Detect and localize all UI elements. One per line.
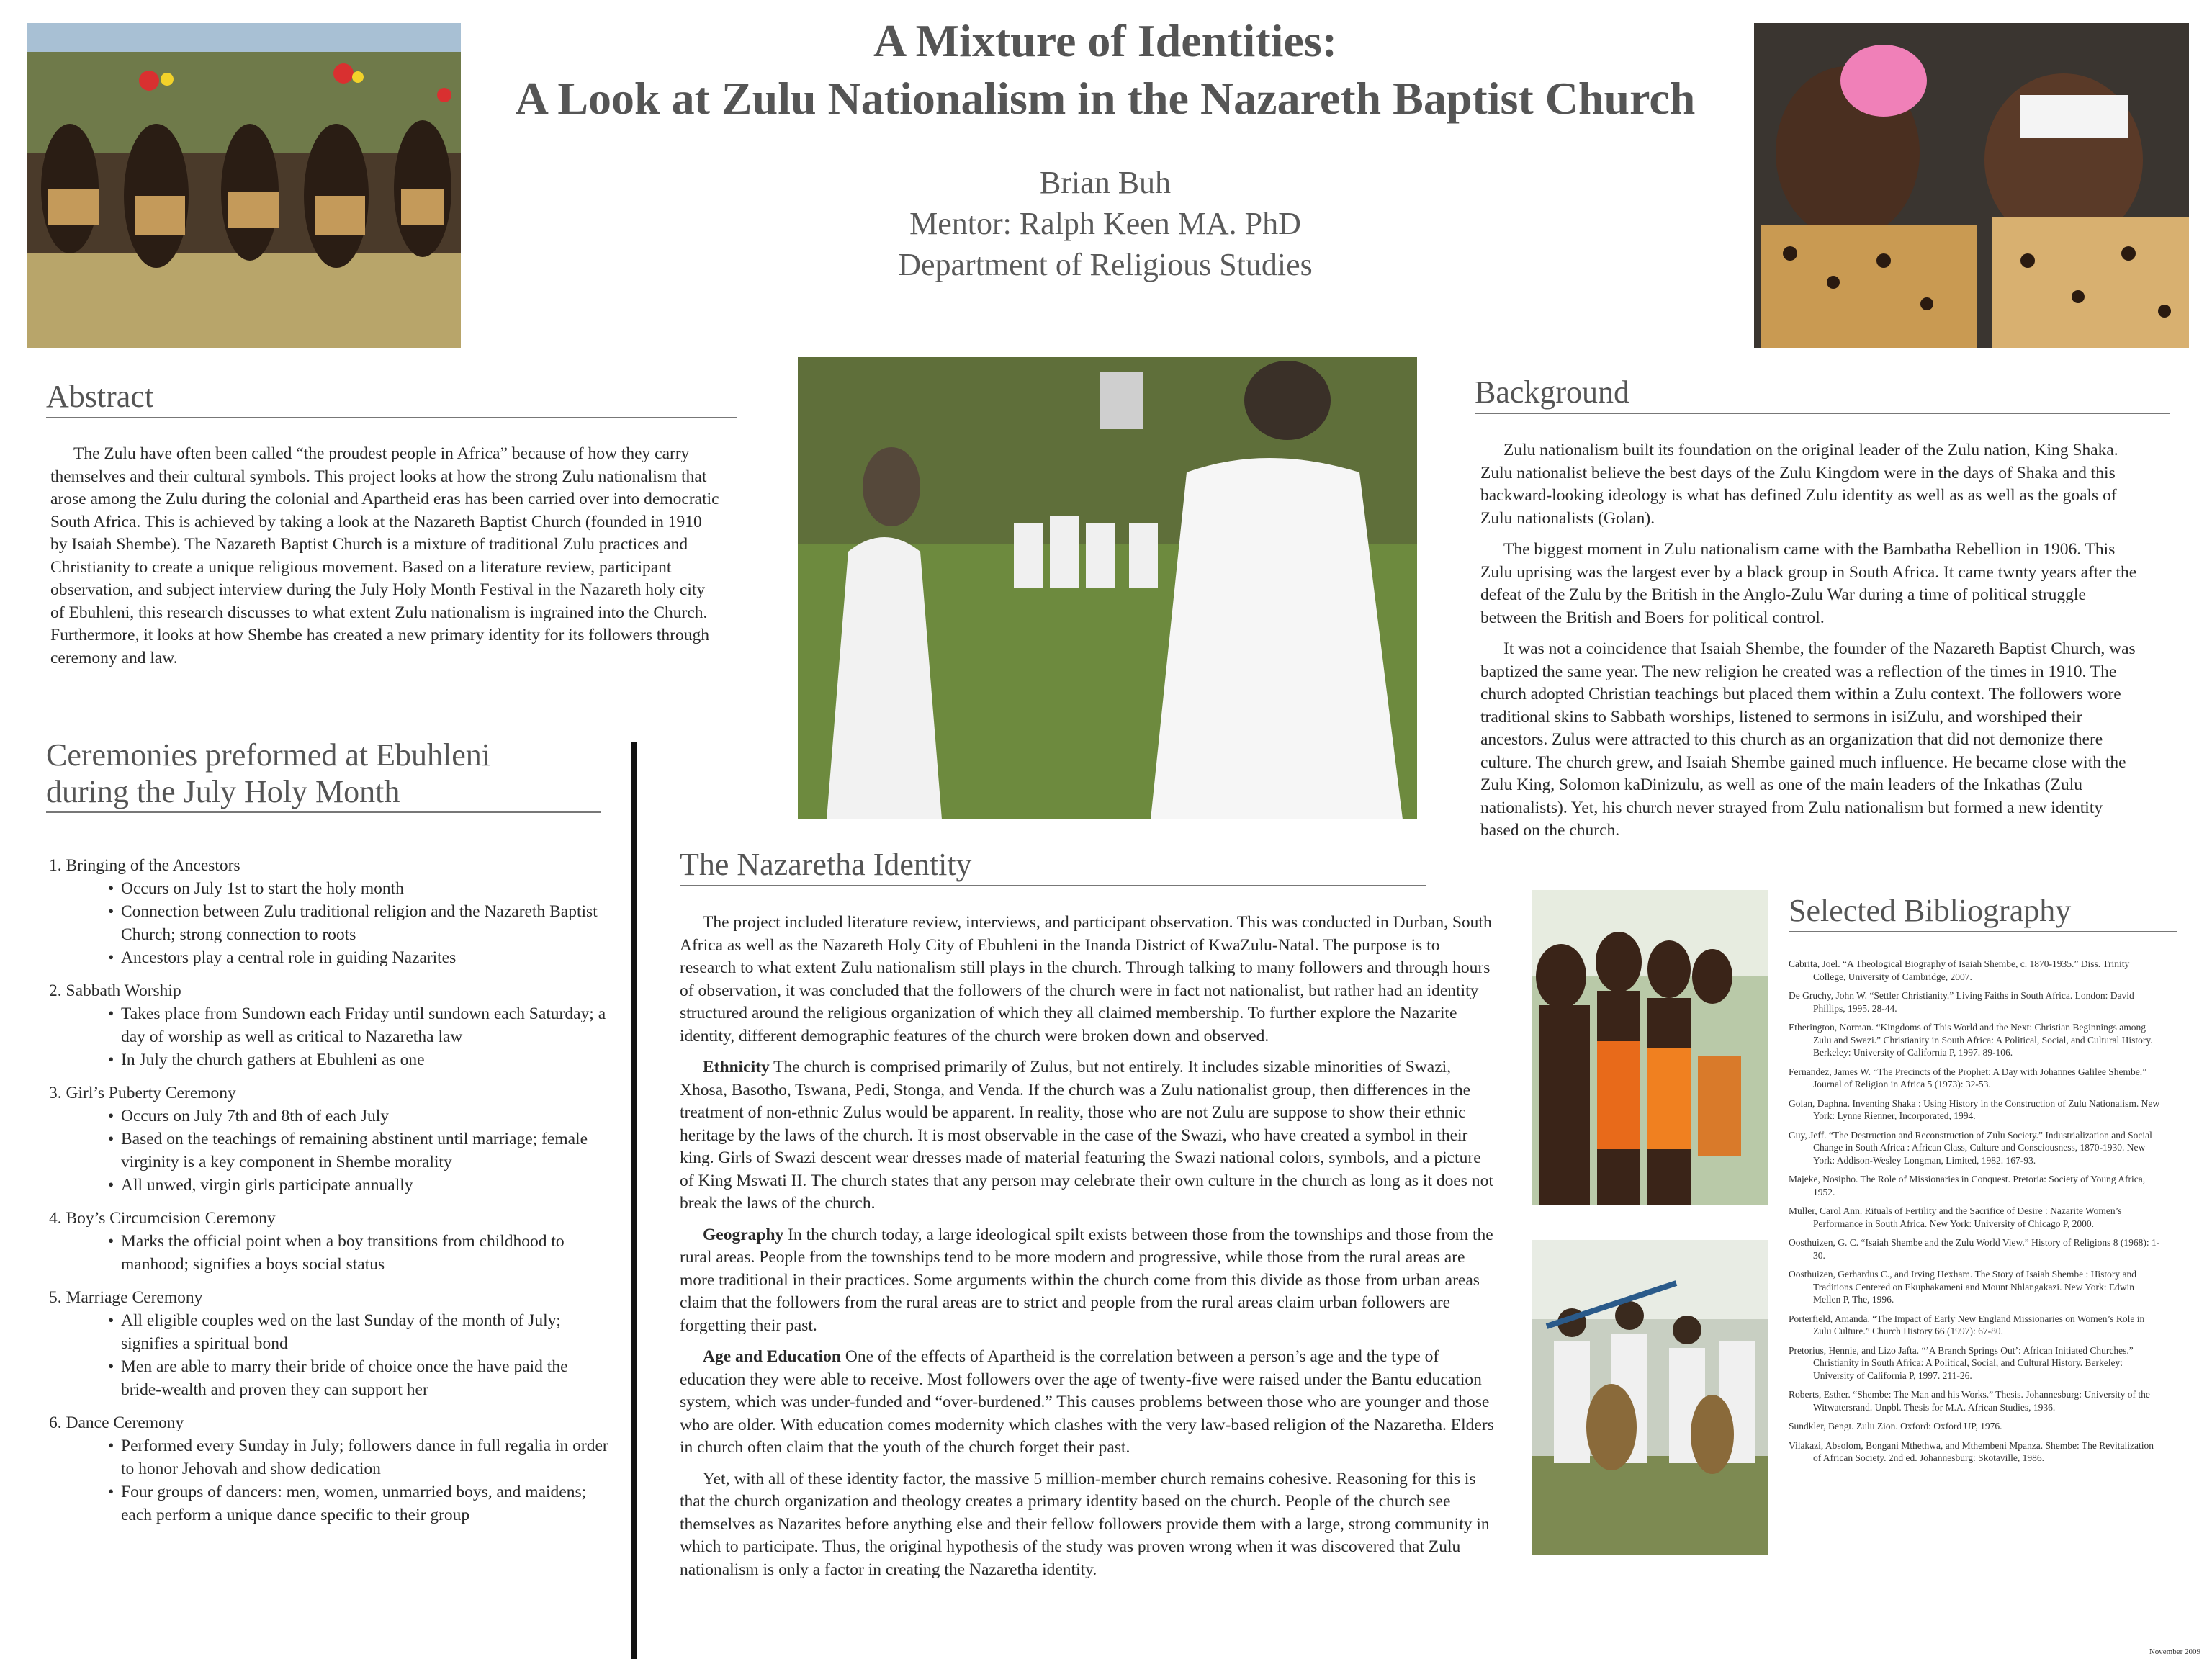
nazaretha-age-education xyxy=(680,1346,1498,1460)
bibliography-entry: Sundkler, Bengt. Zulu Zion. Oxford: Oxford UP, 1976. xyxy=(1789,1421,2002,1431)
ceremony-item xyxy=(49,979,611,1071)
ceremony-bullet: • Four groups of dancers: men, women, unmarried boys, and maidens; each perform a unique dance specific to their group xyxy=(108,1480,611,1527)
ceremony-title: 3. Girl’s Puberty Ceremony xyxy=(49,1084,236,1102)
ethnicity-text: The church is comprised primarily of Zulus, but not entirely. It includes sizable minorities of Swazi, Xhosa, Basotho, Tswana, Pedi, Stonga, and Venda. If the church was a Zulu nationalist group, then differences in the treatment of non-ethnic Zulus would be apparent. In reality, those who are not Zulu are suppose to show their ethnic heritage by the laws of the church. It is most observable in the case of the Swazi, who have created a symbol in their king. Girls of Swazi descent wear dresses made of material featuring the Swazi national colors, symbols, and a picture of King Mswati II. The church states that any person may celebrate their own culture in the church as long as it does not break the laws of the church. xyxy=(680,1058,1493,1213)
photo-men-with-shields xyxy=(1532,1240,1768,1555)
ceremony-item xyxy=(49,1286,611,1401)
ceremony-title: 6. Dance Ceremony xyxy=(49,1413,184,1432)
bibliography-entry: Guy, Jeff. “The Destruction and Reconstruction of Zulu Society.” Industrialization and Social Change in South Africa : African Class, Culture and Consciousness, 1870-1930. New York: Addison-Wesley Longman, Limited, 1982. 167-93. xyxy=(1789,1129,2152,1166)
department-name: Department of Religious Studies xyxy=(898,247,1313,282)
bibliography-entry: Roberts, Esther. “Shembe: The Man and his Works.” Thesis. Johannesburg: University of the Witwatersrand. Unpbl. Thesis for M.A. African Studies, 1936. xyxy=(1789,1389,2150,1413)
nazaretha-conclusion: Yet, with all of these identity factor, the massive 5 million-member church remains cohesive. Reasoning for this is that the church organization and theology creates a primary identity based on the church. People of the church see themselves as Nazarites before anything else and their fellow followers provide them with a large, strong community in which to participate. Thus, the original hypothesis of the study was proven wrong when it was discovered that Zulu nationalism is only a factor in creating the Nazaretha identity. xyxy=(680,1469,1490,1579)
bibliography-entry: Pretorius, Hennie, and Lizo Jafta. “’A Branch Springs Out’: African Initiated Churches.” Christianity in South Africa: A Political, Social, and Cultural History. Berkeley: University of California P, 1997. 211-26. xyxy=(1789,1344,2134,1381)
bibliography-entry: Majeke, Nosipho. The Role of Missionaries in Conquest. Pretoria: Society of Young Africa, 1952. xyxy=(1789,1174,2146,1197)
nazaretha-geography xyxy=(680,1224,1498,1338)
ceremony-bullet: • Performed every Sunday in July; followers dance in full regalia in order to honor Jehovah and show dedication xyxy=(108,1434,611,1480)
ceremony-bullet: • Based on the teachings of remaining abstinent until marriage; female virginity is a key component in Shembe morality xyxy=(108,1128,611,1174)
background-body xyxy=(1480,439,2143,851)
ceremony-title: 5. Marriage Ceremony xyxy=(49,1288,203,1307)
bibliography-list xyxy=(1789,958,2162,1471)
bibliography-entry: Fernandez, James W. “The Precincts of the Prophet: A Day with Johannes Galilee Shembe.” Journal of Religion in Africa 5 (1973): 32-53. xyxy=(1789,1066,2147,1089)
ceremony-title: 2. Sabbath Worship xyxy=(49,981,181,1000)
bibliography-entry: Porterfield, Amanda. “The Impact of Early New England Missionaries on Women’s Role in Zulu Culture.” Church History 66 (1997): 67-80. xyxy=(1789,1313,2145,1336)
ceremony-item xyxy=(49,1082,611,1197)
nazaretha-heading: The Nazaretha Identity xyxy=(680,847,1426,886)
ceremony-bullets xyxy=(49,877,611,969)
ceremony-bullet: • In July the church gathers at Ebuhleni as one xyxy=(108,1048,611,1071)
nazaretha-ethnicity xyxy=(680,1056,1498,1215)
bibliography-heading: Selected Bibliography xyxy=(1789,893,2177,932)
poster-title-line2: A Look at Zulu Nationalism in the Nazareth Baptist Church xyxy=(515,73,1696,124)
ceremony-bullet: • All eligible couples wed on the last Sunday of the month of July; signifies a spiritual bond xyxy=(108,1309,611,1355)
ceremony-bullets xyxy=(49,1434,611,1527)
ethnicity-label: Ethnicity xyxy=(703,1058,770,1076)
bibliography-entry: Golan, Daphna. Inventing Shaka : Using History in the Construction of Zulu Nationalism. New York: Lynne Rienner, Incorporated, 1994. xyxy=(1789,1097,2160,1121)
bibliography-entry: Muller, Carol Ann. Rituals of Fertility and the Sacrifice of Desire : Nazarite Women’s Performance in South Africa. New York: University of Chicago P, 2000. xyxy=(1789,1205,2122,1229)
background-paragraph-1: Zulu nationalism built its foundation on the original leader of the Zulu nation, King Shaka. Zulu nationalist believe the best days of the Zulu Kingdom were in the days of Shaka and this backward-looking ideology is what has defined Zulu identity as well as as well as the goals of Zulu nationalists (Golan). xyxy=(1480,441,2118,528)
footer-date: November 2009 xyxy=(2149,1647,2200,1656)
ceremony-bullets xyxy=(49,1105,611,1197)
poster-title-line1: A Mixture of Identities: xyxy=(873,15,1338,66)
ceremony-bullets xyxy=(49,1002,611,1071)
bibliography-entry: Etherington, Norman. “Kingdoms of This World and the Next: Christian Beginnings among Zulu and Swazi.” Christianity in South Africa: A Political, Social, and Cultural History. Berkeley: University of California P, 1997. 89-106. xyxy=(1789,1022,2153,1058)
ceremony-bullet: • All unwed, virgin girls participate annually xyxy=(108,1174,611,1197)
photo-white-robed-worshippers xyxy=(798,357,1417,819)
author-name: Brian Buh xyxy=(1039,165,1172,200)
abstract-heading: Abstract xyxy=(46,379,737,418)
bibliography-entry: Oosthuizen, G. C. “Isaiah Shembe and the Zulu World View.” History of Religions 8 (1968): 1-30. xyxy=(1789,1237,2160,1261)
ceremony-bullet: • Occurs on July 7th and 8th of each July xyxy=(108,1105,611,1128)
photo-maidens-line xyxy=(1532,890,1768,1205)
bibliography-entry: Cabrita, Joel. “A Theological Biography of Isaiah Shembe, c. 1870-1935.” Diss. Trinity College, University of Cambridge, 2007. xyxy=(1789,958,2130,982)
age-education-label: Age and Education xyxy=(703,1347,841,1366)
nazaretha-body xyxy=(680,912,1498,1590)
bibliography-entry: Vilakazi, Absolom, Bongani Mthethwa, and Mthembeni Mpanza. Shembe: The Revitalization of African Society. 2nd ed. Johannesburg: Skotaville, 1986. xyxy=(1789,1439,2154,1463)
abstract-body xyxy=(50,443,720,678)
ceremony-bullets xyxy=(49,1309,611,1401)
ceremony-item xyxy=(49,854,611,969)
ceremonies-list xyxy=(49,854,611,1537)
age-education-text: One of the effects of Apartheid is the correlation between a person’s age and the type of education they were able to receive. Most followers over the age of twenty-five were raised under the Bantu education system, which was under-funded and “over-burdened.” This causes problems between those who are younger and those who are older. With education comes modernity which clashes with the very law-based religion of the Nazaretha. Elders in church often claim that the youth of the church forget their past. xyxy=(680,1347,1494,1457)
photo-dancers-regalia xyxy=(27,23,461,348)
ceremony-bullet: • Connection between Zulu traditional religion and the Nazareth Baptist Church; strong connection to roots xyxy=(108,900,611,946)
background-paragraph-2: The biggest moment in Zulu nationalism came with the Bambatha Rebellion in 1906. This Zulu uprising was the largest ever by a black group in South Africa. It came twnty years after the defeat of the Zulu by the British in the Anglo-Zulu War during a time of political struggle between the British and Boers for political control. xyxy=(1480,540,2137,627)
ceremony-bullet: • Ancestors play a central role in guiding Nazarites xyxy=(108,946,611,969)
bibliography-entry: Oosthuizen, Gerhardus C., and Irving Hexham. The Story of Isaiah Shembe : History and Traditions Centered on Ekuphakameni and Mount Nhlangakazi. New York: Edwin Mellen P, The, 1996. xyxy=(1789,1269,2137,1305)
background-heading: Background xyxy=(1475,374,2170,414)
nazaretha-intro: The project included literature review, interviews, and participant observation. This was conducted in Durban, South Africa as well as the Nazareth Holy City of Ebuhleni in the Inanda District of KwaZulu-Natal. The purpose is to research to what extent Zulu nationalism still plays in the church. Through talking to many followers and through hours of observation, it was concluded that the followers of the church were in fact not nationalist, but rather had an identity structured around the religious organization of which they all claimed membership. To further explore the Nazarite identity, different demographic features of the church were broken down and observed. xyxy=(680,913,1492,1046)
ceremony-item xyxy=(49,1411,611,1527)
ceremonies-heading-line1: Ceremonies preformed at Ebuhleni xyxy=(46,737,491,773)
ceremony-bullet: • Men are able to marry their bride of choice once the have paid the bride-wealth and proven they can support her xyxy=(108,1355,611,1401)
column-divider xyxy=(631,742,637,1659)
geography-label: Geography xyxy=(703,1225,784,1244)
ceremony-item xyxy=(49,1207,611,1276)
background-paragraph-3: It was not a coincidence that Isaiah Shembe, the founder of the Nazareth Baptist Church, was baptized the same year. The new religion he created was a reflection of the times in 1910. The church adopted Christian teachings but placed them within a Zulu context. The followers wore traditional skins to Sabbath worships, listened to sermons in isiZulu, and worshiped their ancestors. Zulus were attracted to this church as an organization that did not demonize there culture. The church grew, and Isaiah Shembe gained much influence. He became close with the Zulu King, Solomon kaDinizulu, as well as one of the main leaders of the Inkathas (Zulu nationalists). Yet, his church never strayed from Zulu nationalism but formed a new identity based on the church. xyxy=(1480,639,2136,840)
abstract-paragraph: The Zulu have often been called “the proudest people in Africa” because of how they carry themselves and their cultural symbols. This project looks at how the strong Zulu nationalism that arose among the Zulu during the colonial and Apartheid eras has been carried over into democratic South Africa. This is achieved by taking a look at the Nazareth Baptist Church (founded in 1910 by Isaiah Shembe). The Nazareth Baptist Church is a mixture of traditional Zulu practices and Christianity to create a unique religious movement. Based on a literature review, participant observation, and subject interview during the July Holy Month Festival in the Nazareth holy city of Ebuhleni, this research discusses to what extent Zulu nationalism is ingrained into the Church. Furthermore, it looks at how Shembe has created a new primary identity for its followers through ceremony and law. xyxy=(50,444,719,667)
ceremony-bullet: • Marks the official point when a boy transitions from childhood to manhood; signifies a boys social status xyxy=(108,1230,611,1276)
ceremony-title: 1. Bringing of the Ancestors xyxy=(49,856,240,875)
ceremony-title: 4. Boy’s Circumcision Ceremony xyxy=(49,1209,276,1228)
ceremonies-heading-line2: during the July Holy Month xyxy=(46,773,400,809)
geography-text: In the church today, a large ideological spilt exists between those from the townships and those from the rural areas. People from the townships tend to be more modern and progressive, while those from the rural areas are more traditional in their practices. Some arguments within the church come from this divide as those from urban areas claim that the followers from the rural areas are to strict and people from the rural areas claim urban followers are forgetting their past. xyxy=(680,1225,1493,1335)
ceremonies-heading xyxy=(46,737,601,813)
photo-leopard-skin-leaders xyxy=(1754,23,2189,348)
mentor-name: Mentor: Ralph Keen MA. PhD xyxy=(909,206,1301,241)
ceremony-bullet: • Takes place from Sundown each Friday until sundown each Saturday; a day of worship as well as critical to Nazaretha law xyxy=(108,1002,611,1048)
bibliography-entry: De Gruchy, John W. “Settler Christianity.” Living Faiths in South Africa. London: David Phillips, 1995. 28-44. xyxy=(1789,990,2134,1014)
ceremony-bullet: • Occurs on July 1st to start the holy month xyxy=(108,877,611,900)
ceremony-bullets xyxy=(49,1230,611,1276)
